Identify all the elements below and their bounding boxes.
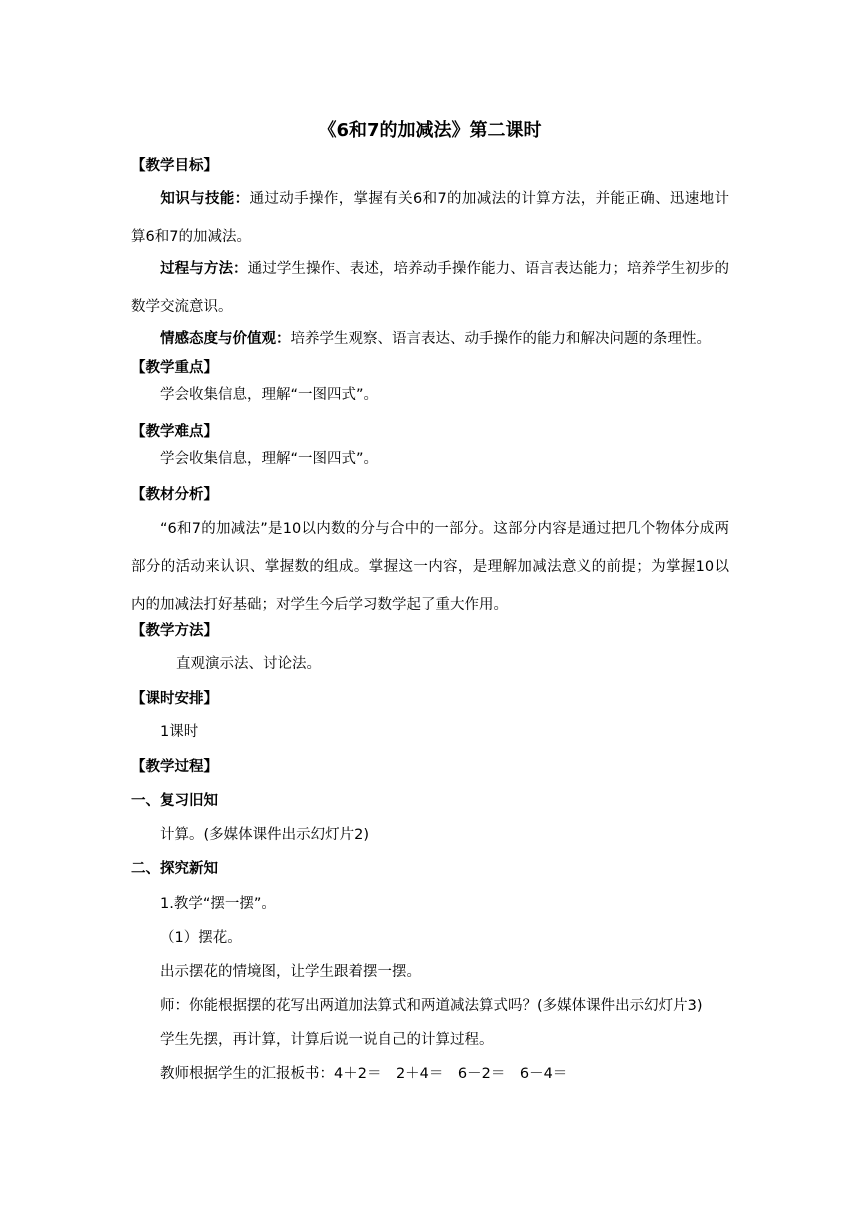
page-title: 《6和7的加减法》第二课时 (318, 120, 542, 141)
knowledge-text: 通过动手操作，掌握有关6和7的加减法的计算方法，并能正确、迅速地计算6和7的加减法。 (131, 191, 730, 245)
emotion-text: 培养学生观察、语言表达、动手操作的能力和解决问题的条理性。 (290, 331, 711, 347)
explore-line-d: 教师根据学生的汇报板书：4＋2＝ 2＋4＝ 6－2＝ 6－4＝ (160, 1066, 568, 1082)
knowledge-label: 知识与技能： (160, 191, 250, 207)
objectives-heading: 【教学目标】 (131, 158, 218, 174)
material-analysis-paragraph (131, 510, 729, 624)
explore-item-1: 1.教学“摆一摆”。 (160, 896, 276, 912)
difficulties-heading: 【教学难点】 (131, 424, 218, 440)
process-method-paragraph (131, 250, 729, 326)
key-points-text: 学会收集信息，理解“一图四式”。 (160, 387, 379, 403)
knowledge-paragraph (131, 180, 729, 256)
review-section-heading: 一、复习旧知 (131, 793, 218, 809)
explore-line-c: 学生先摆，再计算，计算后说一说自己的计算过程。 (160, 1032, 494, 1048)
explore-line-b: 师：你能根据摆的花写出两道加法算式和两道减法算式吗？(多媒体课件出示幻灯片3) (160, 998, 703, 1014)
material-analysis-text: “6和7的加减法”是10以内数的分与合中的一部分。这部分内容是通过把几个物体分成两部分的活动来认识、掌握数的组成。掌握这一内容，是理解加减法意义的前提；为掌握10以内的加减法打好基础；对学生今后学习数学起了重大作用。 (131, 521, 729, 613)
process-method-label: 过程与方法： (160, 261, 248, 277)
schedule-heading: 【课时安排】 (131, 691, 218, 707)
explore-section-heading: 二、探究新知 (131, 861, 218, 877)
process-method-text: 通过学生操作、表述，培养动手操作能力、语言表达能力；培养学生初步的数学交流意识。 (131, 261, 730, 315)
explore-line-a: 出示摆花的情境图，让学生跟着摆一摆。 (160, 964, 421, 980)
methods-text: 直观演示法、讨论法。 (176, 656, 321, 672)
methods-heading: 【教学方法】 (131, 623, 218, 639)
emotion-paragraph (131, 320, 729, 358)
explore-item-1-sub: （1）摆花。 (160, 930, 242, 946)
schedule-text: 1课时 (160, 724, 199, 740)
difficulties-text: 学会收集信息，理解“一图四式”。 (160, 451, 379, 467)
material-analysis-heading: 【教材分析】 (131, 487, 218, 503)
key-points-heading: 【教学重点】 (131, 360, 218, 376)
review-section-text: 计算。(多媒体课件出示幻灯片2) (160, 827, 370, 843)
emotion-label: 情感态度与价值观： (160, 331, 291, 347)
process-heading: 【教学过程】 (131, 759, 218, 775)
